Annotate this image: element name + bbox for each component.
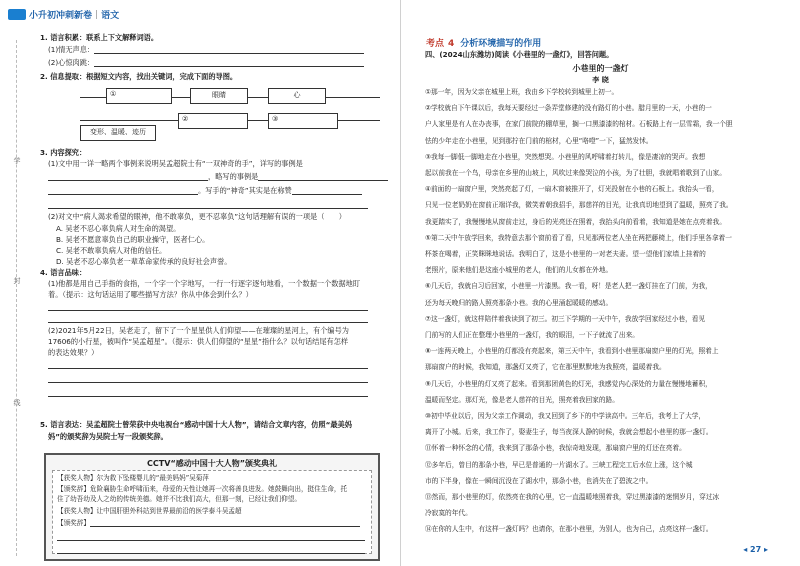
story-paragraph-line: ⑨几天后，小巷里的灯又亮了起来。看到那团黄色的灯光，我感觉内心深处的力量在慢慢地蓄积， (425, 379, 712, 388)
q4-stem: 4. 语言品味： (40, 268, 87, 277)
story-title: 小巷里的一盏灯 (572, 64, 629, 73)
cert-blank-row (57, 546, 365, 554)
diagram-box-3: 心 (268, 88, 326, 104)
q1-a (48, 45, 364, 54)
q1-a-label: (1)情无声息： (48, 45, 95, 54)
subject-label: 语文 (101, 11, 120, 21)
q4-blank-row (48, 314, 368, 323)
answer-blank[interactable] (48, 201, 368, 209)
diagram-box-2: 眼睛 (190, 88, 248, 104)
q4-blank-row (48, 360, 368, 369)
cert-line: 【获奖人物】尔为救下坠楼婴儿的“最美妈妈”吴菊萍 (57, 474, 209, 482)
story-paragraph-line: 门前写的人们正在整理小巷里的一盏灯，我的眼泪，一下子就流了出来。 (425, 331, 639, 339)
q3-sub2: (2)对文中“病人渴求希望的眼神，他不敢辜负，更不忍辜负”这句话理解有误的一项是（ ） (48, 212, 346, 221)
page-number: ◂ 27 ▸ (743, 545, 768, 554)
story-paragraph-line: ④前面的一扇窗户里，突然亮起了灯，一扇木窗被推开了，灯光投射在小巷的石板上。我抬头一看， (425, 185, 719, 194)
q4-line-3: (2)2021年5月22日，吴老走了，留下了一个星星供人们仰望——在璀璨的星河上，有个编号为 (48, 326, 349, 335)
story-paragraph-line: 只见一位老奶奶在窗前正端详我，微笑着朝我招手，那慈祥的目光，让我真切地望到了温暖，照亮了我。 (425, 201, 733, 210)
answer-blank[interactable] (94, 59, 364, 67)
certificate-title: CCTV“感动中国十大人物”颁奖典礼 (147, 459, 277, 468)
answer-blank[interactable] (57, 533, 365, 541)
q5-line-1: 5. 语言表达：吴孟超院士曾荣获中央电视台“感动中国十大人物”，请结合文章内容，仿照“最美妈 (40, 420, 352, 429)
page-header: 小升初冲刺新卷 | 语文 (8, 8, 119, 21)
q3-l3-text: 。写手的“神奇”其实是在称赞 (198, 186, 292, 195)
story-paragraph-line: 冷寂寞的年代。 (425, 509, 472, 518)
q4-blank-row (48, 388, 368, 397)
q3-line-4 (48, 200, 368, 209)
answer-blank[interactable] (94, 46, 364, 54)
series-title: 小升初冲刺新卷 (29, 11, 93, 21)
q3-line-1: (1)文中用一详一略两个事例来说明吴孟超院士有“一双神奇的手”，详写的事例是 (48, 159, 303, 168)
answer-blank[interactable] (48, 303, 368, 311)
answer-blank[interactable] (258, 173, 388, 181)
cert-answer (57, 519, 360, 527)
story-paragraph-line: 我更踏实了，我慢慢地从窗前走过，身后的光亮还在照着，我抬头向前看着，我知道是她在点亮着我。 (425, 217, 726, 226)
q1-stem: 1. 语言积累：联系上下文解释词语。 (40, 33, 159, 42)
story-paragraph-line: 还为每天晚归的路人照亮那条小巷。我的心里涌起暖暖的感动。 (425, 298, 613, 307)
story-author: 李 晓 (592, 76, 609, 84)
award-certificate (44, 453, 380, 561)
q3-line-2 (48, 172, 388, 181)
diagram-box-5[interactable]: ② (178, 113, 248, 129)
story-paragraph-line: ②学校就自下午课以后，我每天要经过一条弄堂修建的没有路灯的小巷。腊月里的一天，小巷的一 (425, 104, 712, 113)
q4-blank-row (48, 302, 368, 311)
answer-blank[interactable] (90, 519, 360, 527)
kaodian-title: 分析环境描写的作用 (460, 39, 542, 49)
story-paragraph-line: 市的下半身，像在一瞬间沉没在了湖水中，那条小巷，也消失在了碧波之中。 (425, 476, 653, 485)
story-paragraph-line: 离开了小城。后来，我工作了，娶妻生子，每当夜深人静的时候，我就会想起小巷里的那一盏灯。 (425, 428, 713, 437)
answer-blank[interactable] (57, 546, 365, 554)
story-paragraph-line: 怯的少年走在小巷里，见到那拧在门前的棺材，心里“咯噔”一下，猛然发怵。 (425, 136, 653, 145)
cert-answer-label: 【颁奖辞】 (57, 519, 90, 527)
q4-blank-row (48, 374, 368, 383)
q4-line-4: 17606的小行星，被叫作“吴孟超星”。（提示：供人们仰望的“星星”指什么？以句话结尾有怎样 (48, 337, 349, 346)
story-paragraph-line: ⑧一连两天晚上，小巷里的灯都没有亮起来，第三天中午，我看到小巷里那扇窗户里的灯光，照着上 (425, 347, 719, 356)
kaodian-number: 4 (448, 39, 455, 49)
story-paragraph-line: 户人家里是有人在办丧事，在家门前院的棚草里，搁一口黑漆漆的棺材。石板路上有一层雪霜，我一个胆 (425, 120, 733, 129)
story-paragraph-line: ⑩初中毕业以后，因为父亲工作调动，我又回到了乡下的中学读高中。三年后，我考上了大学， (425, 412, 706, 420)
binding-line (16, 40, 17, 556)
story-paragraph-line: ③我每一脚低一脚地走在小巷里，突然想哭。小巷里的风呼啸着打转儿，像是凄凉的哭声。我想 (425, 152, 706, 161)
story-paragraph-line: 那扇窗户的时候，我知道，那盏灯又亮了，它在那里默默地为我照亮，温暖着我。 (425, 363, 666, 372)
diagram-box-1[interactable]: ① (106, 88, 172, 104)
cert-line: 【获奖人物】让中国肝胆外科站到世界最前沿的医学泰斗吴孟超 (57, 507, 242, 515)
question-stem: 四、(2024山东潍坊)阅读《小巷里的一盏灯》，回答问题。 (425, 50, 614, 59)
kaodian-header (426, 36, 541, 49)
q3-l2-text: ，略写的事例是 (208, 172, 259, 181)
answer-blank[interactable] (48, 375, 368, 383)
story-paragraph-line: 温暖而坚定。那灯光，像是老人慈祥的目光，照亮着我回家的路。 (425, 395, 619, 404)
margin-label: 线 (13, 399, 21, 407)
kaodian-tag: 考点 (426, 39, 445, 49)
q1-b (48, 58, 364, 67)
certificate-body (52, 470, 372, 554)
story-paragraph-line: ⑫多年后，曾目的那条小巷，早已是普通的一片湖水了。三峡工程完工后水位上涨，这个城 (425, 460, 693, 469)
q5-line-2: 妈”的颁奖辞为吴院士写一段颁奖辞。 (48, 432, 168, 441)
story-paragraph-line: 老照片，原来他们是这座小城里的老人，他们的儿女都在外地。 (425, 266, 613, 275)
answer-blank[interactable] (48, 187, 198, 195)
story-paragraph-line: ⑬然而，那小巷里的灯，依然亮在我的心里，它一直温暖地照着我，穿过黑漆漆的迷惘岁月，穿过冰 (425, 493, 720, 501)
diagram-box-4: 变形、温暖、迹历 (80, 125, 156, 141)
answer-blank[interactable] (48, 361, 368, 369)
answer-blank[interactable] (48, 389, 368, 397)
q3-stem: 3. 内容探究： (40, 148, 87, 157)
q4-line-1: (1)他都是用自己手指的食指，一个字一个字地写，一行一行逐字逐句地看，一个数据一个数据地盯 (48, 279, 361, 288)
cert-line: 住了幼吾幼及人之幼的传统美德。她并不比我们高大，但那一刻，已经让我们仰望。 (57, 495, 301, 503)
q2-stem: 2. 信息提取：根据短文内容，找出关键词，完成下面的导图。 (40, 72, 238, 81)
story-paragraph-line: ⑤第二天中午放学回来，我特意去那个窗前看了看，只见那两位老人坐在两把藤椅上，他们手里各拿着一 (425, 233, 732, 242)
series-logo-icon (8, 9, 26, 20)
right-page (400, 0, 800, 566)
diagram-box-6[interactable]: ③ (268, 113, 338, 129)
option-b[interactable]: B. 吴老不愿意辜负自己的职业操守，医者仁心。 (56, 235, 210, 244)
margin-label: 封 (13, 277, 21, 285)
option-d[interactable]: D. 吴老不忍心辜负老一辈革命家传承的良好社会声誉。 (56, 257, 232, 266)
story-paragraph-line: ⑪怀着一种怀念的心情，我来到了那条小巷，我惊奇地发现，那扇窗户里的灯还在亮着。 (425, 444, 686, 453)
option-c[interactable]: C. 吴老不敢辜负病人对他的信任。 (56, 246, 167, 255)
story-paragraph-line: 杯茶在喝着，正笑眯眯地说话。我明白了，这是小巷里的一对老夫妻。望一望他们家墙上挂着的 (425, 250, 706, 258)
option-a[interactable]: A. 吴老不忍心辜负病人对生命的渴望。 (56, 224, 181, 233)
q1-b-label: (2)心惊肉跳： (48, 58, 95, 67)
q4-line-2: 着。（提示：这句话运用了哪些描写方法？你从中体会到什么？） (48, 290, 253, 299)
answer-blank[interactable] (48, 173, 208, 181)
story-paragraph-line: ⑦这一盏灯，就这样陪伴着我读到了初三。初三下学期的一天中午，我放学回家经过小巷，看见 (425, 314, 706, 323)
cert-line: 【颁奖辞】危险襄胁生命呼啸而来，母爱的天性让她再一次将善良进发。她鼓舞向出，挺住生命，托 (57, 485, 348, 493)
q3-line-3 (48, 186, 362, 195)
answer-blank[interactable] (292, 187, 362, 195)
margin-label: 学 (13, 157, 21, 165)
cert-blank-row (57, 533, 365, 541)
page-number-value: 27 (750, 545, 762, 554)
story-paragraph-line: ⑥几天后，我就自习后回家，小巷里一片漆黑。我一看，呀！是老人把一盏灯挂在了门前，为我， (425, 282, 712, 291)
answer-blank[interactable] (48, 315, 368, 323)
story-paragraph-line: 起以前我在一个鸟，母亲在乡里的山坡上，风吹过来像哭泣的小孩，为了壮胆，我就唱着歌到了山家。 (425, 169, 726, 177)
story-paragraph-line: ⑭在你的人生中，有这样一盏灯吗？也请你，在那小巷里，为别人，也为自己，点亮这样一盏灯。 (425, 525, 713, 534)
story-paragraph-line: ①那一年，因为父亲在城里上班，我由乡下学校转到城里上初一。 (425, 88, 619, 96)
q4-line-5: 的表达效果？） (48, 348, 99, 357)
